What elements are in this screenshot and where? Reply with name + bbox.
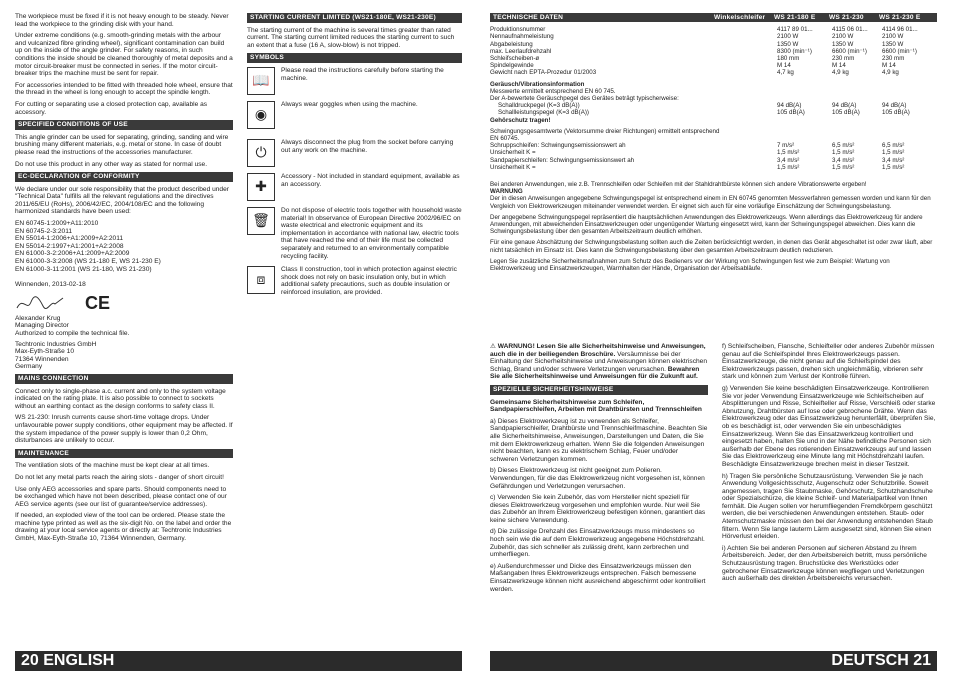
model-1: WS 21-180 E <box>774 14 816 21</box>
c2-0: f) Schleifscheiben, Flansche, Schleifteller oder anderes Zubehör müssen genau auf die Schleifspindel Ihres Elektrowerkzeugs passen. Einsatzwerkzeuge, die nicht genau auf die Schleifspindel des Elektrowerkzeugs passen, drehen sich ungleichmäßig, vibrieren sehr stark und können zum Verlust der Kontrolle führen. <box>722 343 935 381</box>
ec-text: We declare under our sole responsibility that the product described under "Technical Data" fulfills all the relevant regulations and the directives 2011/65/EU (RoHs), 2006/42/EC, 2004/108/EC and the following harmonized standards have been used: <box>15 185 229 216</box>
goggles-icon: ◉ <box>247 101 275 129</box>
vrows-cell: Schruppschleifen: Schwingungsemissionswert ah <box>490 142 626 150</box>
spec-header: SPECIFIED CONDITIONS OF USE <box>15 120 233 130</box>
rows-cell: 4,9 kg <box>832 69 849 77</box>
ec-header: EC-DECLARATION OF CONFORMITY <box>15 172 233 182</box>
rows-row <box>490 41 937 48</box>
rows-cell: 230 mm <box>882 55 905 63</box>
intro-p1: The workpiece must be fixed if it is not heavy enough to be steady. Never lead the workpiece to the grinding disk with your hand. <box>15 13 229 28</box>
nrows-cell: 105 dB(A) <box>777 109 805 117</box>
ce-mark-icon: CE <box>85 293 111 314</box>
noise-heading: Geräusch/Vibrationsinformation <box>490 80 585 88</box>
rows-cell: M 14 <box>882 62 896 70</box>
read-manual-icon: 📖 <box>247 67 275 95</box>
spec-p2: Do not use this product in any other way as stated for normal use. <box>15 160 208 168</box>
start-text: The starting current of the machine is several times greater than rated current. The starting current limited reduces the starting current to such an extent that a fuse (16 A, slow-blow) is not tripped. <box>247 26 455 49</box>
right-footer: DEUTSCH 21 <box>490 651 937 671</box>
std-2: EN 60745-2-3:2011 <box>15 227 73 235</box>
left-footer: 20 ENGLISH <box>15 651 462 671</box>
intro-p3: For accessories intended to be fitted with threaded hole wheel, ensure that the thread in the wheel is long enough to accept the spindle length. <box>15 81 233 97</box>
rows-cell: 4115 06 01... <box>832 26 868 34</box>
vrows-cell: 3,4 m/s² <box>777 156 800 164</box>
nrows-row <box>498 102 937 109</box>
vib-rows <box>490 142 937 171</box>
spez-header: SPEZIELLE SICHERHEITSHINWEISE <box>490 385 708 395</box>
symbol-row-accessory <box>247 173 462 201</box>
symbol-text-6: Class II construction, tool in which protection against electric shock does not rely on basic insulation only, but in which additional safety precautions, such as double insulation or reinforced insulation, are provided. <box>281 266 457 296</box>
maint-p3: Use only AEG accessories and spare parts. Should components need to be exchanged which have not been described, please contact one of our AEG service agents (see our list of guarantee/service addresses). <box>15 485 227 508</box>
nrows-cell: 105 dB(A) <box>832 109 860 117</box>
rows-cell: 6600 (min⁻¹) <box>882 47 917 55</box>
signer-4: Techtronic Industries GmbH <box>15 340 97 348</box>
warning-triangle-icon: ⚠ <box>490 343 496 350</box>
nrows-cell: Schallleistungspegel (K=3 dB(A)) <box>498 109 589 117</box>
rows-cell: Schleifscheiben-ø <box>490 55 540 63</box>
plug-icon: ⏻ <box>247 139 275 167</box>
vrows-cell: 7 m/s² <box>777 142 795 150</box>
warn-1: Der in diesen Anweisungen angegebene Schwingungspegel ist entsprechend einem in EN 60745 genormten Messverfahren gemessen worden und kann für den Vergleich von Elektrowerkzeugen miteinander verwendet werden. Er eignet sich auch für eine vorläufige Einschätzung der Schwingungsbelastung. <box>490 195 931 210</box>
vrows-cell: 1,5 m/s² <box>832 163 855 171</box>
rows-cell: 1350 W <box>882 40 904 48</box>
rows-cell: 4117 89 01... <box>777 26 813 34</box>
c2-1: g) Verwenden Sie keine beschädigten Einsatzwerkzeuge. Kontrollieren Sie vor jeder Verwendung Einsatzwerkzeuge wie Schleifscheiben auf Absplitterungen und Risse, Schleifteller auf Risse, Verschleiß oder starke Abnutzung, Drahtbürsten auf lose oder gebrochene Drähte. Wenn das Elektrowerkzeug oder das Einsatzwerkzeug herunterfällt, überprüfen Sie, ob es beschädigt ist, oder verwenden Sie ein unbeschädigtes Einsatzwerkzeug. Wenn Sie das Einsatzwerkzeug kontrolliert und eingesetzt haben, halten Sie und in der Nähe befindliche Personen sich außerhalb der Ebene des rotierenden Einsatzwerkzeugs auf und lassen Sie das Elektrowerkzeug eine Minute lang mit Höchstdrehzahl laufen. Beschädigte Einsatzwerkzeuge brechen meist in dieser Testzeit. <box>722 384 936 468</box>
symbol-row-goggles <box>247 101 462 129</box>
c1-5: e) Außendurchmesser und Dicke des Einsatzwerkzeugs müssen den Maßangaben Ihres Elektrowerkzeugs entsprechen. Falsch bemessene Einsatzwerkzeuge können nicht ausreichend abgeschirmt oder kontrolliert werden. <box>490 562 706 593</box>
std-5: EN 61000-3-2:2006+A1:2009+A2:2009 <box>15 250 130 258</box>
ear-protection: Gehörschutz tragen! <box>490 116 551 124</box>
tech-rows <box>490 26 937 76</box>
tech-header <box>490 13 937 22</box>
vrows-row <box>490 142 937 149</box>
c1c: Bewahren Sie alle Sicherheitshinweise und Anweisungen für die Zukunft auf. <box>490 365 700 381</box>
left-col-2 <box>247 13 462 303</box>
signer-5: Max-Eyth-Straße 10 <box>15 348 74 356</box>
noise-rows <box>490 102 937 116</box>
std-7: EN 61000-3-11:2001 (WS 21-180, WS 21-230) <box>15 265 152 273</box>
warn-heading: WARNUNG <box>490 188 523 196</box>
signature-image <box>15 294 65 314</box>
rows-cell: 6600 (min⁻¹) <box>832 47 867 55</box>
warn-3: Für eine genaue Abschätzung der Schwingungsbelastung sollten auch die Zeiten berücksichtigt werden, in denen das Gerät abgeschaltet ist oder zwar läuft, aber nicht tatsächlich im Einsatz ist. Dies kann die Schwingungsbelastung über den gesamten Arbeitszeitraum deutlich reduzieren. <box>490 239 933 254</box>
symbol-text-3: Always disconnect the plug from the socket before carrying out any work on the machine. <box>281 138 454 154</box>
model-2: WS 21-230 <box>829 14 864 21</box>
nrows-cell: 105 dB(A) <box>882 109 910 117</box>
vrows-row <box>490 149 937 156</box>
vib-text: Schwingungsgesamtwerte (Vektorsumme dreier Richtungen) ermittelt entsprechend EN 60745. <box>490 127 720 143</box>
intro-p2: Under extreme conditions (e.g. smooth-grinding metals with the arbour and vulcanized fibre grinding wheel), significant contamination can build up on the inside of the angle grinder. For safety reasons, in such conditions the inside should be cleaned thoroughly of metal deposits and a motor circuit-breaker must be connected in series. If the motor circuit-breaker trips the machine must be sent for repair. <box>15 32 233 78</box>
maint-p1: The ventilation slots of the machine must be kept clear at all times. <box>15 462 210 470</box>
rows-cell: 2100 W <box>832 33 854 41</box>
place-date: Winnenden, 2013-02-18 <box>15 281 86 289</box>
tool-name: Winkelschleifer <box>714 14 766 21</box>
vrows-cell: 6,5 m/s² <box>832 142 855 150</box>
warn-4: Legen Sie zusätzliche Sicherheitsmaßnahmen zum Schutz des Bedieners vor der Wirkung von Schwingungen fest wie zum Beispiel: Wartung von Elektrowerkzeug und Einsatzwerkzeugen, Warmhalten der Hände, Organisation der Arbeitsabläufe. <box>490 257 890 273</box>
c1-2: b) Dieses Elektrowerkzeug ist nicht geeignet zum Polieren. Verwendungen, für die das Elektrowerkzeug nicht vorgesehen ist, können Gefährdungen und Verletzungen verursachen. <box>490 467 705 490</box>
rows-cell: M 14 <box>832 62 846 70</box>
intro-p4: For cutting or separating use a closed protection cap, available as accessory. <box>15 100 208 116</box>
c1-3: c) Verwenden Sie kein Zubehör, das vom Hersteller nicht speziell für dieses Elektrowerkzeug vorgesehen und empfohlen wurde. Nur weil Sie das Zubehör an Ihrem Elektrowerkzeug befestigen können, garantiert das keine sichere Verwendung. <box>490 494 706 524</box>
nrows-cell: 94 dB(A) <box>777 102 802 110</box>
vrows-cell: 1,5 m/s² <box>777 163 800 171</box>
rows-row <box>490 55 937 62</box>
signer-6: 71364 Winnenden <box>15 355 69 363</box>
right-col-2 <box>722 343 937 587</box>
warn-2: Der angegebene Schwingungspegel repräsentiert die hauptsächlichen Anwendungen des Elektrowerkzeugs. Wenn allerdings das Elektrowerkzeug für andere Anwendungen, mit abweichenden Einsatzwerkzeugen oder ungenügender Wartung eingesetzt wird, kann der Schwingungspegel abweichen. Dies kann die Schwingungsbelastung über den gesamten Arbeitszeitraum deutlich erhöhen. <box>490 213 923 236</box>
nrows-cell: 94 dB(A) <box>882 102 907 110</box>
rows-cell: 4,7 kg <box>777 69 794 77</box>
std-1: EN 60745-1:2009+A11:2010 <box>15 220 99 228</box>
mains-p1: Connect only to single-phase a.c. current and only to the system voltage indicated on the rating plate. It is also possible to connect to sockets without an earthing contact as the design conforms to safety class II. <box>15 387 226 410</box>
rows-row <box>490 48 937 55</box>
symbol-row-weee <box>247 207 462 260</box>
vrows-cell: Unsicherheit K = <box>490 163 536 171</box>
signer-7: Germany <box>15 363 43 371</box>
symbol-row-class2 <box>247 266 462 296</box>
left-col-1 <box>15 13 233 547</box>
start-header: STARTING CURRENT LIMITED (WS21-180E, WS21-230E) <box>247 13 462 23</box>
vrows-row <box>490 164 937 171</box>
c1-0: Gemeinsame Sicherheitshinweise zum Schleifen, Sandpapierschleifen, Arbeiten mit Drahtbürsten und Trennschleifen <box>490 398 702 414</box>
maint-p2: Do not let any metal parts reach the airing slots - danger of short circuit! <box>15 473 224 481</box>
rows-row <box>490 33 937 40</box>
rows-cell: 2100 W <box>882 33 904 41</box>
vrows-row <box>490 157 937 164</box>
right-col-1 <box>490 343 708 597</box>
vrows-cell: 6,5 m/s² <box>882 142 905 150</box>
model-3: WS 21-230 E <box>879 14 921 21</box>
nrows-cell: Schalldruckpegel (K=3 dB(A)) <box>498 102 580 110</box>
tech-data-block <box>490 13 937 276</box>
std-6: EN 61000-3-3:2008 (WS 21-180 E, WS 21-230 E) <box>15 258 161 266</box>
signature-row <box>15 293 233 315</box>
noise-2: Der A-bewertete Geräuschpegel des Gerätes beträgt typischerweise: <box>490 95 679 103</box>
rows-cell: max. Leerlaufdrehzahl <box>490 47 552 55</box>
rows-cell: 1350 W <box>777 40 799 48</box>
rows-row <box>490 62 937 69</box>
rows-cell: Produktionsnummer <box>490 26 546 34</box>
noise-1: Messwerte ermittelt entsprechend EN 60 745. <box>490 87 616 95</box>
accessory-icon: ✚ <box>247 173 275 201</box>
std-3: EN 55014-1:2006+A1:2009+A2:2011 <box>15 235 124 243</box>
nrows-row <box>498 109 937 116</box>
mains-header: MAINS CONNECTION <box>15 374 233 384</box>
vrows-cell: 1,5 m/s² <box>832 149 855 157</box>
rows-cell: 4,9 kg <box>882 69 899 77</box>
symbol-text-2: Always wear goggles when using the machine. <box>281 100 418 108</box>
rows-cell: Spindelgewinde <box>490 62 534 70</box>
vrows-cell: 1,5 m/s² <box>882 149 905 157</box>
rows-row <box>490 69 937 76</box>
vrows-cell: 1,5 m/s² <box>882 163 905 171</box>
c1-4: d) Die zulässige Drehzahl des Einsatzwerkzeugs muss mindestens so hoch sein wie die auf dem Elektrowerkzeug angegebene Höchstdrehzahl. Zubehör, das sich schneller als zulässig dreht, kann zerbrechen und umherfliegen. <box>490 528 705 559</box>
vrows-cell: 3,4 m/s² <box>832 156 855 164</box>
rows-cell: 2100 W <box>777 33 799 41</box>
maint-header: MAINTENANCE <box>15 449 233 459</box>
maint-p4: If needed, an exploded view of the tool can be ordered. Please state the machine type printed as well as the six-digit No. on the label and order the drawing at your local service agents or directly at: Techtronic Industries GmbH, Max-Eyth-Straße 10, 71364 Winnenden, Germany. <box>15 512 232 543</box>
spec-p1: This angle grinder can be used for separating, grinding, sanding and wire brushing many different materials, e.g. metal or stone. In case of doubt please read the instructions of the accessories manufacturer. <box>15 133 229 156</box>
signer-1: Alexander Krug <box>15 314 61 322</box>
class-ii-icon: ⧈ <box>247 266 275 294</box>
symbol-text-5: Do not dispose of electric tools together with household waste material! In observance of European Directive 2002/96/EC on waste electrical and electronic equipment and its implementation in accordance with national law, electric tools that have reached the end of their life must be collected separately and returned to an environmentally compatible recycling facility. <box>281 206 462 260</box>
symbol-row-read <box>247 67 462 95</box>
tech-title: TECHNISCHE DATEN <box>493 14 564 21</box>
symbol-row-plug <box>247 139 462 167</box>
c2-3: i) Achten Sie bei anderen Personen auf sicheren Abstand zu Ihrem Arbeitsbereich. Jeder, der den Arbeitsbereich betritt, muss persönliche Schutzausrüstung tragen. Bruchstücke des Werkstücks oder gebrochener Einsatzwerkzeuge können wegfliegen und Verletzungen auch außerhalb des direkten Arbeitsbereichs verursachen. <box>722 544 927 583</box>
rows-cell: 4114 96 01... <box>882 26 918 34</box>
right-page <box>477 0 954 677</box>
vrows-cell: 1,5 m/s² <box>777 149 800 157</box>
c1a: WARNUNG! Lesen Sie alle Sicherheitshinweise und Anweisungen, auch die in der beiliegenden Broschüre. <box>490 343 706 358</box>
nrows-cell: 94 dB(A) <box>832 102 857 110</box>
vrows-cell: Unsicherheit K = <box>490 149 536 157</box>
rows-row <box>490 26 937 33</box>
rows-cell: 180 mm <box>777 55 800 63</box>
rows-cell: 1350 W <box>832 40 854 48</box>
rows-cell: 8300 (min⁻¹) <box>777 47 812 55</box>
std-4: EN 55014-2:1997+A1:2001+A2:2008 <box>15 242 124 250</box>
vrows-cell: 3,4 m/s² <box>882 156 905 164</box>
rows-cell: Abgabeleistung <box>490 40 533 48</box>
c2-2: h) Tragen Sie persönliche Schutzausrüstung. Verwenden Sie je nach Anwendung Vollgesichtsschutz, Augenschutz oder Schutzbrille. Soweit angemessen, tragen Sie Staubmaske, Gehörschutz, Schutzhandschuhe oder Spezialschürze, die kleine Schleif- und Materialpartikel von Ihnen fernhält. Die Augen sollen vor herumfliegenden Fremdkörpern geschützt werden, die bei verschiedenen Anwendungen entstehen. Staub- oder Atemschutzmaske müssen den bei der Anwendung entstehenden Staub filtern. Wenn Sie lange lauterm Lärm ausgesetzt sind, können Sie einen Hörverlust erleiden. <box>722 472 933 541</box>
weee-bin-icon: 🗑 <box>247 207 275 235</box>
symbols-header: SYMBOLS <box>247 53 462 63</box>
signer-3: Authorized to compile the technical file. <box>15 330 130 337</box>
rows-cell: 230 mm <box>832 55 855 63</box>
signer-2: Managing Director <box>15 322 69 330</box>
vrows-cell: Sandpapierschleifen: Schwingungsemissionswert ah <box>490 156 635 164</box>
rows-cell: M 14 <box>777 62 791 70</box>
symbol-text-1: Please read the instructions carefully before starting the machine. <box>281 66 444 82</box>
c1-1: a) Dieses Elektrowerkzeug ist zu verwenden als Schleifer, Sandpapierschleifer, Drahtbürste und Trennschleifmaschine. Beachten Sie alle Sicherheitshinweise, Anweisungen, Darstellungen und Daten, die Sie mit dem Elektrowerkzeug erhalten. Wenn Sie die folgenden Anweisungen nicht beachten, kann es zu elektrischem Schlag, Feuer und/oder schweren Verletzungen kommen. <box>490 417 708 463</box>
mains-p2: WS 21-230: Inrush currents cause short-time voltage drops. Under unfavourable power supply conditions, other equipment may be affected. If the system impedance of the power supply is lower than 0,2 Ohm, disturbances are unlikely to occur. <box>15 414 233 445</box>
rows-cell: Nennaufnahmeleistung <box>490 33 554 41</box>
symbol-text-4: Accessory - Not included in standard equipment, available as an accessory. <box>281 172 460 188</box>
c1b: Versäumnisse bei der Einhaltung der Sicherheitshinweise und Anweisungen können elektrischen Schlag, Brand und/oder schwere Verletzungen verursachen. <box>490 350 708 373</box>
rows-cell: Gewicht nach EPTA-Prozedur 01/2003 <box>490 69 597 77</box>
vib-note: Bei anderen Anwendungen, wie z.B. Trennschleifen oder Schleifen mit der Stahldrahtbürste können sich andere Vibrationswerte ergeben! <box>490 181 867 189</box>
